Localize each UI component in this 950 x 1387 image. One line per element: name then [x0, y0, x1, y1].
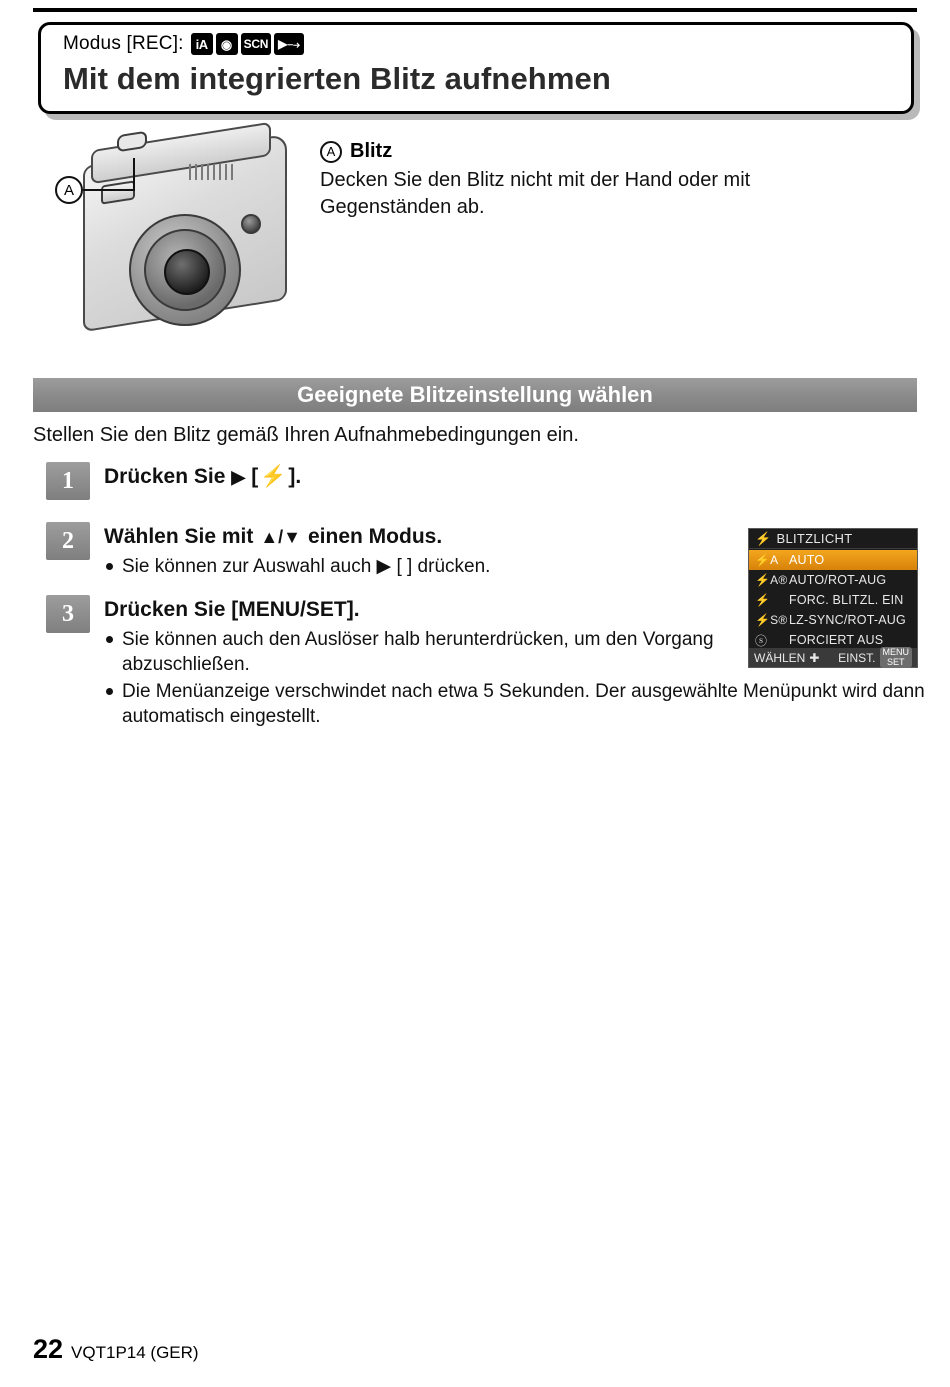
flash-forced-off-icon: ⓢ	[755, 633, 768, 648]
flash-icon: ⚡	[755, 530, 772, 546]
scene-mode-icon: SCN	[241, 33, 271, 55]
lcd-footer-left-label: WÄHLEN	[754, 650, 806, 665]
lcd-option-label: AUTO/ROT-AUG	[789, 573, 887, 587]
callout-leader-vertical	[133, 158, 135, 191]
step-title-text-end: einen Modus.	[308, 525, 443, 548]
lcd-footer-bar	[749, 648, 917, 667]
lcd-option-row[interactable]	[749, 610, 917, 630]
camera-illustration	[55, 128, 310, 348]
camera-icon: ◉	[216, 33, 238, 55]
lcd-option-row[interactable]	[749, 550, 917, 570]
section-intro-text: Stellen Sie den Blitz gemäß Ihren Aufnahmebedingungen ein.	[33, 424, 579, 446]
header-box	[38, 22, 914, 114]
bullet-item: Sie können auch den Auslöser halb herunterdrücken, um den Vorgang abzuschließen.	[104, 627, 742, 677]
camera-lens-inner	[164, 249, 210, 295]
page-footer	[33, 1334, 199, 1365]
right-arrow-icon: ▶	[231, 466, 246, 487]
step-body	[104, 462, 301, 489]
callout-marker-a: A	[55, 176, 83, 204]
flash-description-heading	[320, 140, 880, 163]
step-title-text: Wählen Sie mit	[104, 525, 254, 548]
section-bar	[33, 378, 917, 412]
lcd-option-label: FORC. BLITZL. EIN	[789, 593, 904, 607]
flash-symbol-icon: ⚡	[260, 465, 287, 488]
callout-ref-a-icon: A	[320, 141, 342, 163]
lcd-option-row[interactable]	[749, 570, 917, 590]
flash-auto-redeye-icon: ⚡A®	[755, 573, 788, 587]
lcd-title-text: BLITZLICHT	[776, 531, 853, 546]
bullet-item: Die Menüanzeige verschwindet nach etwa 5 Sekunden. Der ausgewählte Menüpunkt wird dann automatisch eingestellt.	[104, 679, 950, 729]
movie-mode-icon: ▶⤍	[274, 33, 304, 55]
intelligent-auto-icon: iA	[191, 33, 213, 55]
step-title-text: Drücken Sie	[104, 465, 226, 488]
menu-set-icon: MENU SET	[880, 647, 913, 669]
dpad-icon: ✚	[809, 650, 820, 665]
lcd-option-list	[749, 550, 917, 650]
top-rule	[33, 8, 917, 12]
step-item	[46, 522, 746, 581]
lcd-footer-left	[754, 651, 819, 665]
flash-description-title: Blitz	[350, 140, 393, 162]
bullet-item: Sie können zur Auswahl auch ▶ [ ] drücken.	[104, 554, 490, 579]
camera-grip-lines	[189, 164, 241, 182]
step-item	[46, 462, 746, 500]
up-down-arrow-icon: ▲/▼	[260, 526, 301, 547]
section-bar-title: Geeignete Blitzeinstellung wählen	[297, 382, 653, 407]
lcd-footer-right-label: EINST.	[838, 650, 876, 665]
flash-description	[320, 140, 880, 221]
flash-forced-on-icon: ⚡	[755, 593, 771, 607]
step-body	[104, 522, 490, 581]
page-title: Mit dem integrierten Blitz aufnehmen	[63, 61, 611, 96]
lcd-option-label: FORCIERT AUS	[789, 633, 884, 647]
flash-description-text: Decken Sie den Blitz nicht mit der Hand oder mit Gegenständen ab.	[320, 169, 751, 218]
lcd-option-label: AUTO	[789, 553, 825, 567]
camera-lens-mid	[144, 229, 226, 311]
lcd-footer-right	[838, 647, 912, 669]
step-title	[104, 465, 301, 489]
lcd-option-row[interactable]	[749, 590, 917, 610]
lcd-option-label: LZ-SYNC/ROT-AUG	[789, 613, 906, 627]
step-title	[104, 525, 490, 549]
camera-lens-illustration	[129, 214, 241, 326]
step-bullets	[104, 554, 490, 579]
step-title-bracket-end: ].	[288, 465, 302, 488]
step-title-text: Drücken Sie [MENU/SET].	[104, 598, 360, 622]
step-number: 3	[46, 595, 90, 633]
page-number: 22	[33, 1334, 64, 1364]
flash-auto-icon: ⚡A	[755, 553, 779, 567]
mode-line	[63, 33, 304, 55]
step-number: 2	[46, 522, 90, 560]
lcd-menu-screenshot	[748, 528, 918, 668]
document-code: VQT1P14 (GER)	[71, 1343, 199, 1362]
mode-icon-group	[191, 33, 305, 55]
lcd-title-bar	[749, 529, 917, 549]
callout-leader-horizontal	[83, 189, 135, 191]
step-title-bracket: [	[251, 465, 259, 488]
step-number: 1	[46, 462, 90, 500]
flash-slow-sync-redeye-icon: ⚡S®	[755, 613, 788, 627]
af-assist-lamp-illustration	[241, 214, 261, 234]
mode-label: Modus [REC]:	[63, 33, 184, 54]
